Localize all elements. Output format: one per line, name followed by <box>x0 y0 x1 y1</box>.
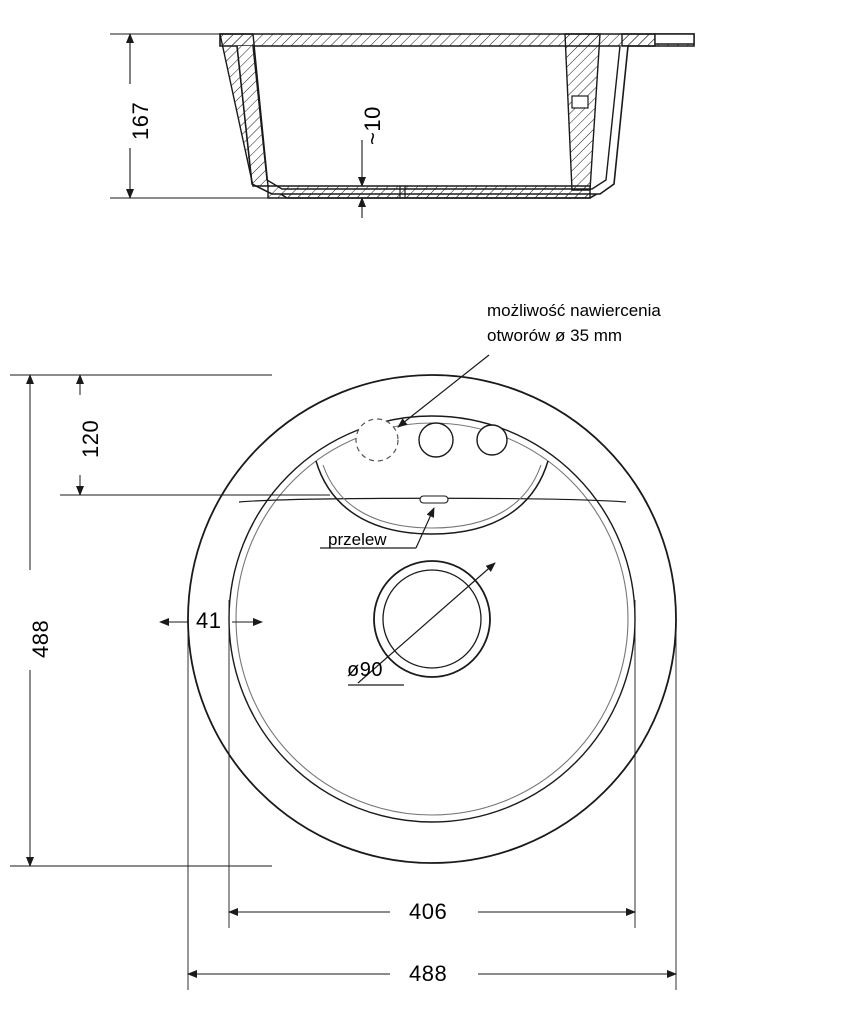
dim-label-41: 41 <box>196 608 222 633</box>
dim-label-wall-thickness: ~10 <box>360 106 385 145</box>
note-tap-holes-line2: otworów ø 35 mm <box>487 326 623 345</box>
dim-label-488-horizontal: 488 <box>409 961 448 986</box>
dim-label-drain: ø90 <box>347 659 383 681</box>
dim-label-406: 406 <box>409 899 448 924</box>
section-view-geometry <box>220 34 694 198</box>
note-tap-holes-line1: możliwość nawiercenia <box>487 301 661 320</box>
dim-label-120: 120 <box>78 419 103 458</box>
note-overflow: przelew <box>328 530 387 549</box>
dim-label-167: 167 <box>128 101 153 140</box>
top-view-geometry <box>188 375 676 863</box>
dim-label-488-vertical: 488 <box>28 619 53 658</box>
